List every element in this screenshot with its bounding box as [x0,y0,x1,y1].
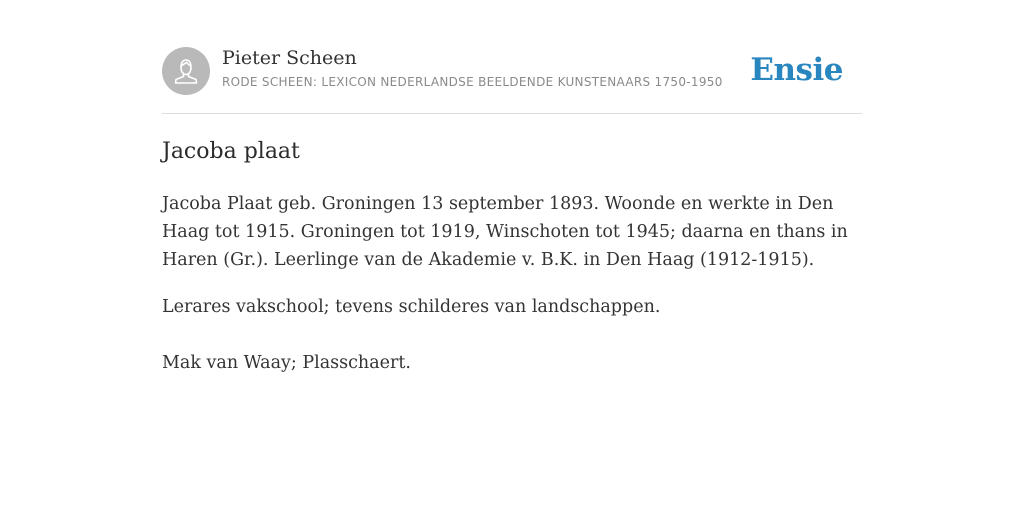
article-header [162,46,862,96]
article-title: Jacoba plaat [162,139,300,164]
header-divider [162,113,862,114]
article-paragraph-3: Mak van Waay; Plasschaert. [162,353,411,373]
article-paragraph-2: Lerares vakschool; tevens schilderes van landschappen. [162,297,661,317]
author-name[interactable]: Pieter Scheen [222,47,357,69]
ensie-logo[interactable]: Ensie [750,52,843,88]
user-silhouette-icon [162,47,210,95]
article-card [162,0,862,512]
source-title[interactable]: RODE SCHEEN: LEXICON NEDERLANDSE BEELDENDE KUNSTENAARS 1750-1950 [222,75,723,89]
article-paragraph-1: Jacoba Plaat geb. Groningen 13 september 1893. Woonde en werkte in Den Haag tot 1915. Groningen tot 1919, Winschoten tot 1945; daarna en thans in Haren (Gr.). Leerlinge van de Akademie v. B.K. in Den Haag (1912-1915). [162,194,848,270]
author-avatar[interactable] [162,47,210,95]
